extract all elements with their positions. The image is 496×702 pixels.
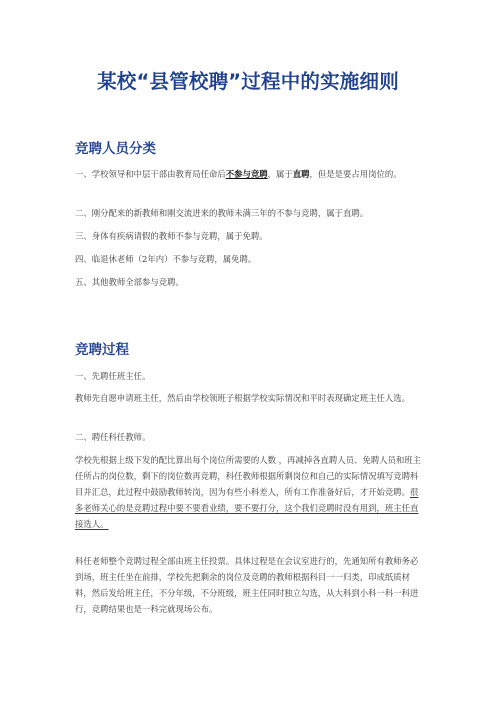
- paragraph-text: 一、学校领导和中层干部由教育局任命后: [75, 169, 226, 179]
- paragraph-category-2: 二、刚分配来的新教师和刚交流进来的教师未满三年的不参与竞聘，属于直聘。: [75, 208, 369, 218]
- paragraph-text: ，属于: [267, 169, 293, 179]
- paragraph-process-1: 一、先聘任班主任。: [75, 371, 151, 381]
- paragraph-category-5: 五、其他教师全部参与竞聘。: [75, 277, 184, 287]
- paragraph-process-5: 科任老师整个竞聘过程全部由班主任投票。具体过程是在会议室进行的，先通知所有教师务必到场，班主任坐在前排，学校先把剩余的岗位及竞聘的教师根据科目一一归类，印成纸质材料，然后发给班主任，不分年级，不分班级，班主任同时独立勾选，从大科到小科一科一科进行，竞聘结果也是一科完就现场公布。: [75, 556, 419, 614]
- emphasis-no-compete: 不参与竞聘: [225, 169, 268, 179]
- paragraph-category-4: 四、临退休老师（2年内）不参与竞聘，属免聘。: [75, 254, 257, 264]
- emphasis-direct-hire: 直聘: [292, 169, 310, 179]
- paragraph-text: 学校先根据上级下发的配比算出每个岗位所需要的人数 ，再减掉各直聘人员、免聘人员和班主任所占的岗位数，剩下的岗位数再竞聘，科任教师根据所剩岗位和自己的实际情况填写竞聘科目并汇总，此过程中鼓励教师转岗，因为有些小科差人，所有工作准备好后，才开始竞聘。: [75, 455, 422, 497]
- paragraph-process-4: [75, 452, 423, 532]
- paragraph-category-3: 三、身体有疾病请假的教师不参与竞聘，属于免聘。: [75, 231, 268, 241]
- paragraph-process-2: 教师先自愿申请班主任，然后由学校领班子根据学校实际情况和平时表现确定班主任人选。: [75, 393, 410, 403]
- paragraph-process-3: 二、聘任科任教师。: [75, 432, 151, 442]
- section-heading-staff-categories: 竞聘人员分类: [75, 141, 156, 157]
- underlined-note: 很多老师关心的是竞聘过程中要不要看业绩，要不要打分，这个我们竞聘时没有用到，班主任直接选人。: [75, 487, 419, 529]
- paragraph-category-1: [75, 166, 423, 182]
- paragraph-text: ，但是是要占用岗位的。: [309, 169, 402, 179]
- section-heading-process: 竞聘过程: [75, 342, 129, 358]
- document-title: 某校“县管校聘”过程中的实施细则: [97, 70, 399, 93]
